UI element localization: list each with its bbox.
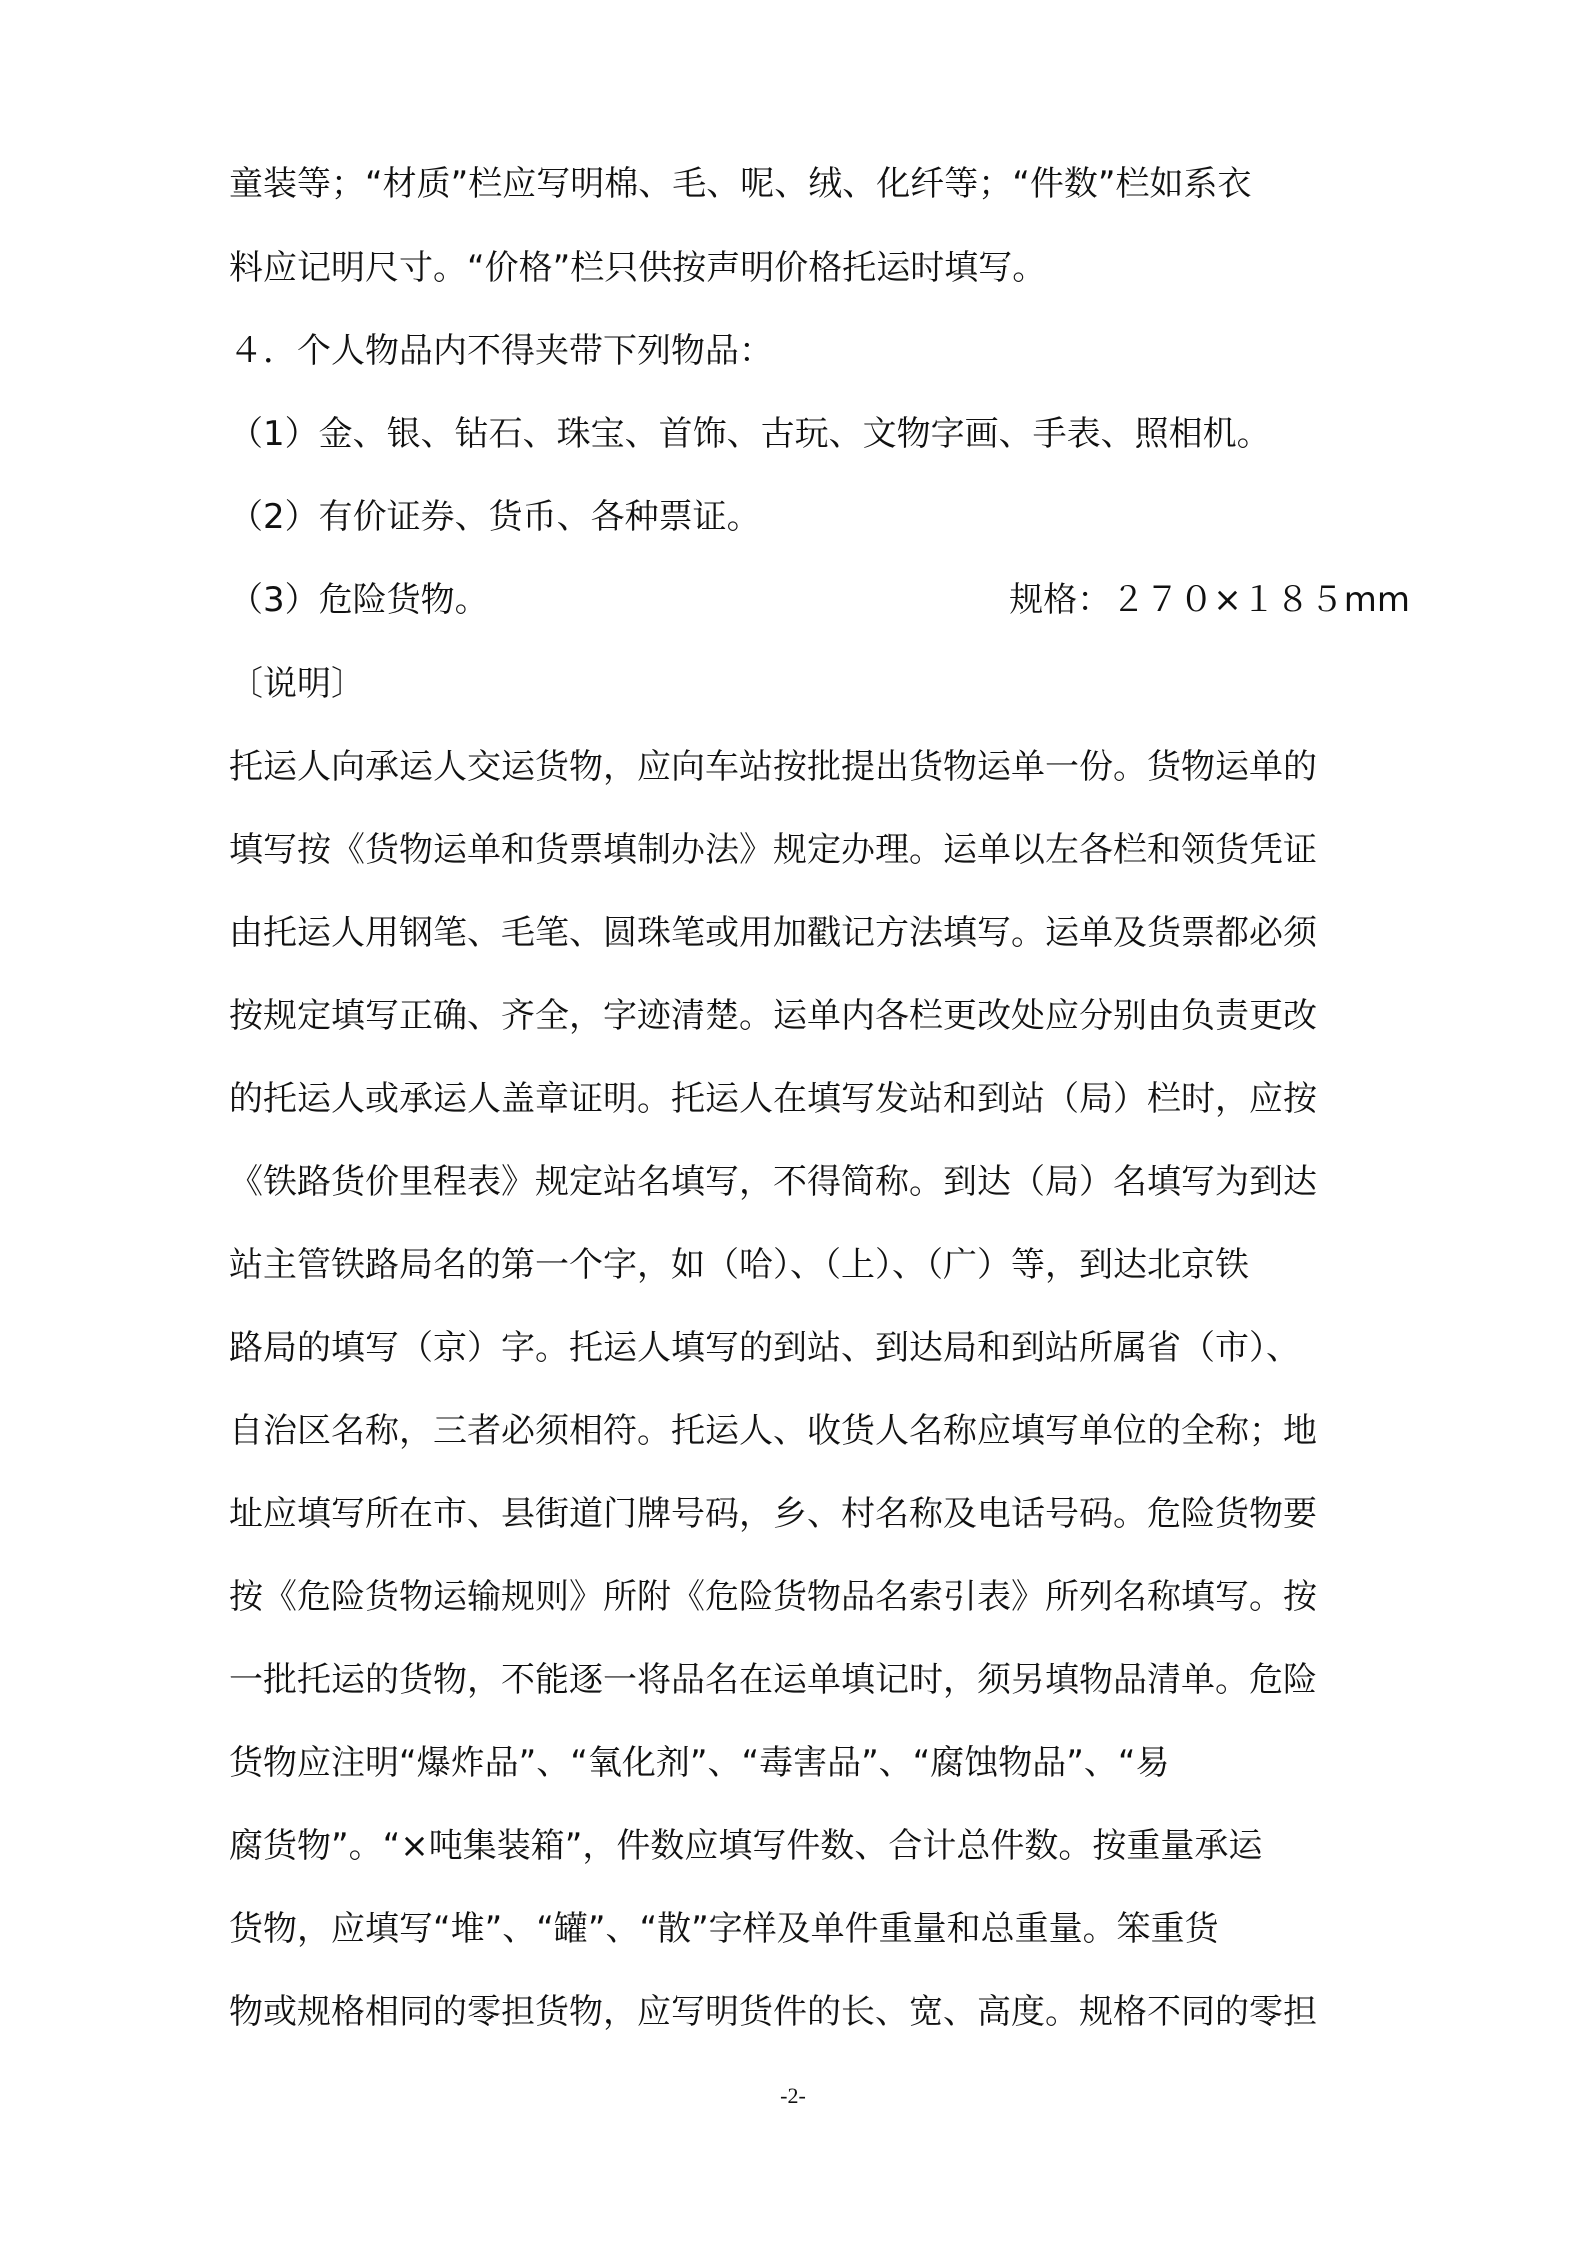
body-line-3: 托运人向承运人交运货物，应向车站按批提出货物运单一份。货物运单的 xyxy=(229,747,1317,787)
body-line-9: 站主管铁路局名的第一个字，如（哈）、（上）、（广）等，到达北京铁 xyxy=(229,1245,1249,1285)
list-item-1: （1）金、银、钻石、珠宝、首饰、古玩、文物字画、手表、照相机。 xyxy=(229,414,1271,454)
body-line-15: 货物应注明“爆炸品”、“氧化剂”、“毒害品”、“腐蚀物品”、“易 xyxy=(229,1743,1170,1783)
body-line-10: 路局的填写（京）字。托运人填写的到站、到达局和到站所属省（市）、 xyxy=(229,1328,1300,1368)
body-line-4: 填写按《货物运单和货票填制办法》规定办理。运单以左各栏和领货凭证 xyxy=(229,830,1317,870)
body-line-17: 货物，应填写“堆”、“罐”、“散”字样及单件重量和总重量。笨重货 xyxy=(229,1909,1219,1949)
body-line-7: 的托运人或承运人盖章证明。托运人在填写发站和到站（局）栏时，应按 xyxy=(229,1079,1317,1119)
page-number: -2- xyxy=(780,2083,806,2108)
body-line-12: 址应填写所在市、县街道门牌号码，乡、村名称及电话号码。危险货物要 xyxy=(229,1494,1317,1534)
body-line-8: 《铁路货价里程表》规定站名填写，不得简称。到达（局）名填写为到达 xyxy=(229,1162,1317,1202)
body-line-14: 一批托运的货物，不能逐一将品名在运单填记时，须另填物品清单。危险 xyxy=(229,1660,1317,1700)
list-item-3: （3）危险货物。 xyxy=(229,580,489,620)
list-heading: ４．个人物品内不得夹带下列物品： xyxy=(229,331,773,371)
body-line-11: 自治区名称，三者必须相符。托运人、收货人名称应填写单位的全称；地 xyxy=(229,1411,1317,1451)
spec-label: 规格：２７０×１８５mm xyxy=(1009,580,1410,620)
body-line-16: 腐货物”。“×吨集装箱”，件数应填写件数、合计总件数。按重量承运 xyxy=(229,1826,1263,1866)
body-line-2: 料应记明尺寸。“价格”栏只供按声明价格托运时填写。 xyxy=(229,248,1047,288)
body-line-5: 由托运人用钢笔、毛笔、圆珠笔或用加戳记方法填写。运单及货票都必须 xyxy=(229,913,1317,953)
section-heading: 〔说明〕 xyxy=(229,664,365,704)
body-line-18: 物或规格相同的零担货物，应写明货件的长、宽、高度。规格不同的零担 xyxy=(229,1992,1317,2032)
list-item-2: （2）有价证券、货币、各种票证。 xyxy=(229,497,761,537)
body-line-1: 童装等；“材质”栏应写明棉、毛、呢、绒、化纤等；“件数”栏如系衣 xyxy=(229,164,1252,204)
body-line-6: 按规定填写正确、齐全，字迹清楚。运单内各栏更改处应分别由负责更改 xyxy=(229,996,1317,1036)
body-line-13: 按《危险货物运输规则》所附《危险货物品名索引表》所列名称填写。按 xyxy=(229,1577,1317,1617)
